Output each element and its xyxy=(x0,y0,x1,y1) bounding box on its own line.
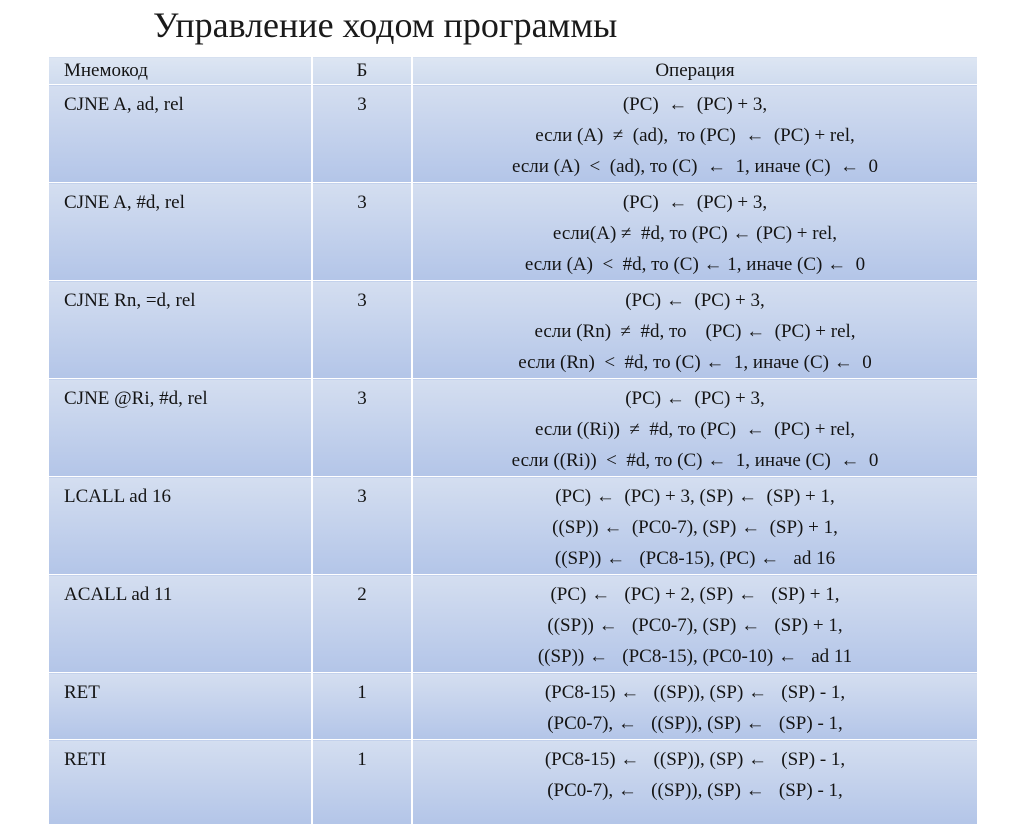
bytes-cell: 3 xyxy=(312,477,412,575)
table-header-row xyxy=(49,57,977,85)
mnemonic-cell: CJNE Rn, =d, rel xyxy=(49,281,312,379)
operation-cell xyxy=(412,575,977,673)
operation-line: (PC) ← (PC) + 3, xyxy=(625,290,765,311)
mnemonic-cell: RET xyxy=(49,673,312,740)
bytes-cell: 3 xyxy=(312,379,412,477)
header-operation: Операция xyxy=(412,57,977,85)
bytes-cell: 3 xyxy=(312,183,412,281)
mnemonic-cell: CJNE A, #d, rel xyxy=(49,183,312,281)
operation-cell xyxy=(412,379,977,477)
operation-cell xyxy=(412,740,977,825)
operation-line: если (A) < #d, то (C) ← 1, иначе (C) ← 0 xyxy=(524,254,866,275)
mnemonic-cell: CJNE A, ad, rel xyxy=(49,85,312,183)
operation-cell xyxy=(412,673,977,740)
operation-line: ((SP)) ← (PC0-7), (SP) ← (SP) + 1, xyxy=(552,517,838,538)
header-bytes: Б xyxy=(312,57,412,85)
bytes-cell: 2 xyxy=(312,575,412,673)
mnemonic-cell: LCALL ad 16 xyxy=(49,477,312,575)
operation-cell xyxy=(412,183,977,281)
operation-line: (PC0-7), ← ((SP)), (SP) ← (SP) - 1, xyxy=(547,713,843,734)
operation-line: если (A) < (ad), то (C) ← 1, иначе (C) ← 0 xyxy=(511,156,879,177)
operation-line: ((SP)) ← (PC0-7), (SP) ← (SP) + 1, xyxy=(547,615,843,636)
operation-line: если ((Ri)) < #d, то (C) ← 1, иначе (C) ← 0 xyxy=(511,450,879,471)
operation-line: если (A) ≠ (ad), то (PC) ← (PC) + rel, xyxy=(535,125,855,146)
operation-line: если ((Ri)) ≠ #d, то (PC) ← (PC) + rel, xyxy=(534,419,856,440)
bytes-cell: 3 xyxy=(312,85,412,183)
operation-line: (PC) ← (PC) + 3, xyxy=(625,388,765,409)
table-row xyxy=(49,575,977,673)
operation-line: (PC) ← (PC) + 2, (SP) ← (SP) + 1, xyxy=(550,584,840,605)
operation-line: (PC8-15) ← ((SP)), (SP) ← (SP) - 1, xyxy=(544,682,846,703)
operation-line: если (Rn) ≠ #d, то (PC) ← (PC) + rel, xyxy=(534,321,856,342)
table-row xyxy=(49,85,977,183)
mnemonic-cell: RETI xyxy=(49,740,312,825)
mnemonic-cell: ACALL ad 11 xyxy=(49,575,312,673)
operation-cell xyxy=(412,281,977,379)
operation-line: (PC) ← (PC) + 3, xyxy=(622,94,768,115)
bytes-cell: 1 xyxy=(312,673,412,740)
operation-line: (PC0-7), ← ((SP)), (SP) ← (SP) - 1, xyxy=(547,780,843,801)
table-row xyxy=(49,379,977,477)
instruction-table-container xyxy=(49,56,977,801)
operation-line: если (Rn) < #d, то (C) ← 1, иначе (C) ← 0 xyxy=(518,352,872,373)
operation-cell xyxy=(412,477,977,575)
table-row xyxy=(49,281,977,379)
table-row xyxy=(49,673,977,740)
operation-line: (PC) ← (PC) + 3, xyxy=(622,192,768,213)
table-row xyxy=(49,740,977,825)
mnemonic-cell: CJNE @Ri, #d, rel xyxy=(49,379,312,477)
operation-line: (PC) ← (PC) + 3, (SP) ← (SP) + 1, xyxy=(555,486,835,507)
operation-line: ((SP)) ← (PC8-15), (PC0-10) ← ad 11 xyxy=(537,646,853,667)
operation-cell xyxy=(412,85,977,183)
page-title: Управление ходом программы xyxy=(153,5,618,45)
table-row xyxy=(49,183,977,281)
table-row xyxy=(49,477,977,575)
bytes-cell: 1 xyxy=(312,740,412,825)
header-mnemonic: Мнемокод xyxy=(49,57,312,85)
operation-line: (PC8-15) ← ((SP)), (SP) ← (SP) - 1, xyxy=(544,749,846,770)
operation-line: если(A) ≠ #d, то (PC) ← (PC) + rel, xyxy=(552,223,838,244)
operation-line: ((SP)) ← (PC8-15), (PC) ← ad 16 xyxy=(554,548,836,569)
bytes-cell: 3 xyxy=(312,281,412,379)
instruction-table xyxy=(49,56,977,825)
